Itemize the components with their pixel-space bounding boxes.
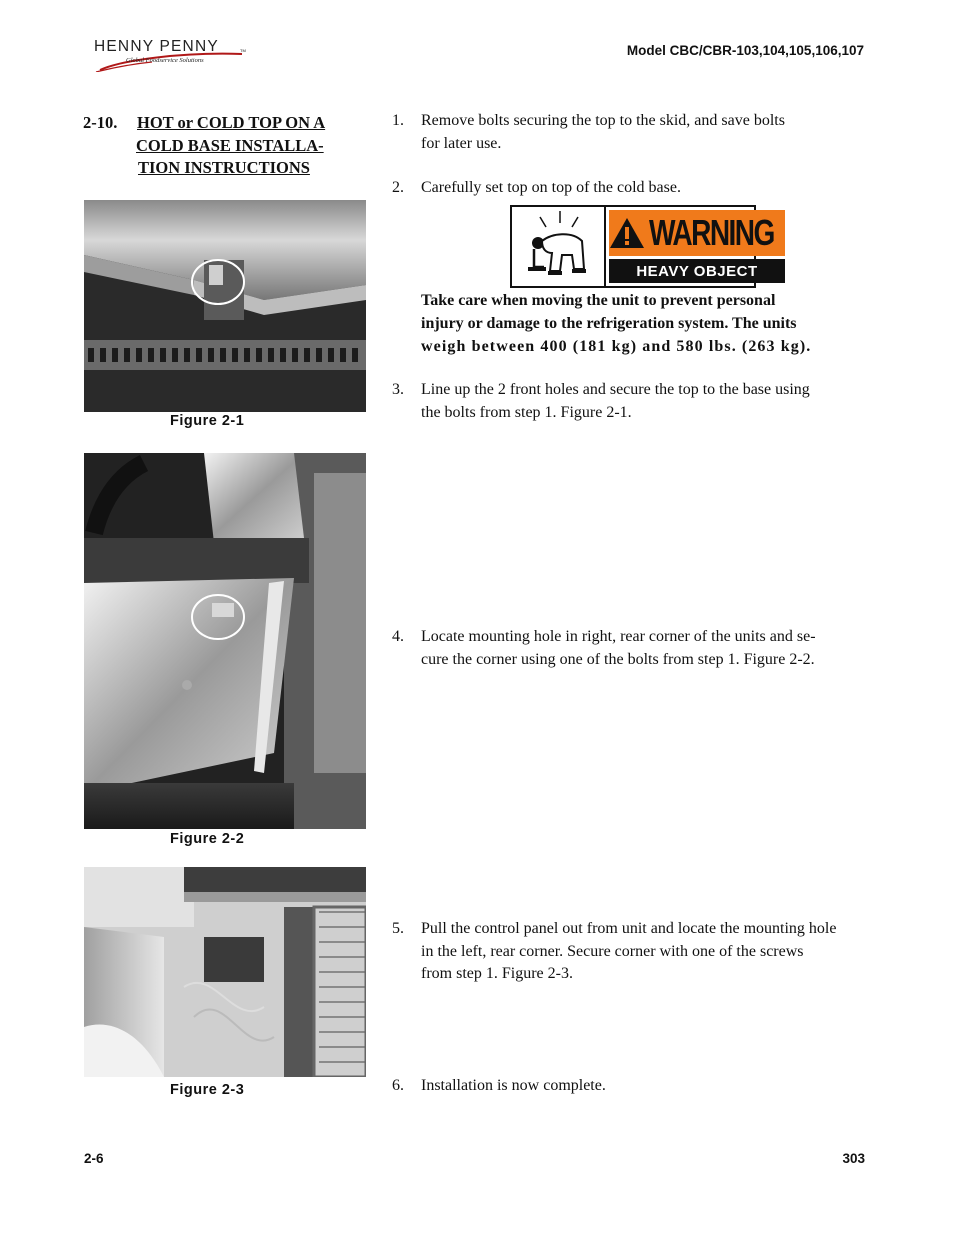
caution-line2: injury or damage to the refrigeration system. The units xyxy=(421,315,797,332)
step-number: 1. xyxy=(392,112,404,129)
step-text: Locate mounting hole in right, rear corner of the units and se- xyxy=(421,628,816,645)
step-text: in the left, rear corner. Secure corner with one of the screws xyxy=(421,942,804,960)
step-number: 4. xyxy=(392,628,404,645)
section-heading xyxy=(83,112,353,180)
step-1 xyxy=(392,110,872,155)
step-4 xyxy=(392,626,872,671)
step-5 xyxy=(392,918,872,986)
step-text: Pull the control panel out from unit and locate the mounting hole xyxy=(421,920,837,937)
caution-line1: Take care when moving the unit to prevent personal xyxy=(421,292,776,309)
section-title-line3: TION INSTRUCTIONS xyxy=(138,158,310,177)
step-6 xyxy=(392,1075,872,1098)
warning-subtitle: HEAVY OBJECT xyxy=(609,259,785,283)
step-text: cure the corner using one of the bolts from step 1. Figure 2-2. xyxy=(421,650,815,668)
warning-label xyxy=(510,205,774,288)
model-header: Model CBC/CBR-103,104,105,106,107 xyxy=(626,43,864,58)
step-number: 3. xyxy=(392,381,404,398)
henny-penny-logo xyxy=(92,36,252,70)
figure-2-2-caption: Figure 2-2 xyxy=(170,831,245,847)
figure-2-2-photo xyxy=(84,453,366,829)
figure-2-3-photo xyxy=(84,867,366,1077)
step-number: 6. xyxy=(392,1077,404,1094)
step-3 xyxy=(392,379,872,424)
section-title-line2: COLD BASE INSTALLA- xyxy=(136,135,324,155)
figure-2-1-caption: Figure 2-1 xyxy=(170,413,245,429)
lifting-person-icon xyxy=(512,207,606,286)
step-text: the bolts from step 1. Figure 2-1. xyxy=(421,403,632,421)
section-number: 2-10. xyxy=(83,113,118,132)
figure-2-1-photo xyxy=(84,200,366,412)
caution-text xyxy=(421,289,871,358)
section-title-line1: HOT or COLD TOP ON A xyxy=(137,113,326,132)
warning-word: WARNING xyxy=(649,212,774,253)
logo-text: HENNY PENNY xyxy=(94,38,219,55)
document-code: 303 xyxy=(842,1151,865,1166)
page-number: 2-6 xyxy=(84,1151,104,1166)
logo-trademark: TM xyxy=(240,48,246,53)
step-number: 5. xyxy=(392,920,404,937)
step-text: for later use. xyxy=(421,134,502,152)
figure-2-3-caption: Figure 2-3 xyxy=(170,1082,245,1098)
step-text: from step 1. Figure 2-3. xyxy=(421,965,573,982)
caution-line3: weigh between 400 (181 kg) and 580 lbs. (263 kg). xyxy=(421,338,812,355)
step-text: Carefully set top on top of the cold base. xyxy=(421,179,681,196)
step-text: Remove bolts securing the top to the skid, and save bolts xyxy=(421,112,785,129)
step-text: Line up the 2 front holes and secure the top to the base using xyxy=(421,381,810,398)
step-2 xyxy=(392,177,872,200)
step-number: 2. xyxy=(392,179,404,196)
logo-tagline: Global Foodservice Solutions xyxy=(126,57,204,64)
warning-triangle-icon xyxy=(609,217,645,249)
step-text: Installation is now complete. xyxy=(421,1077,606,1094)
